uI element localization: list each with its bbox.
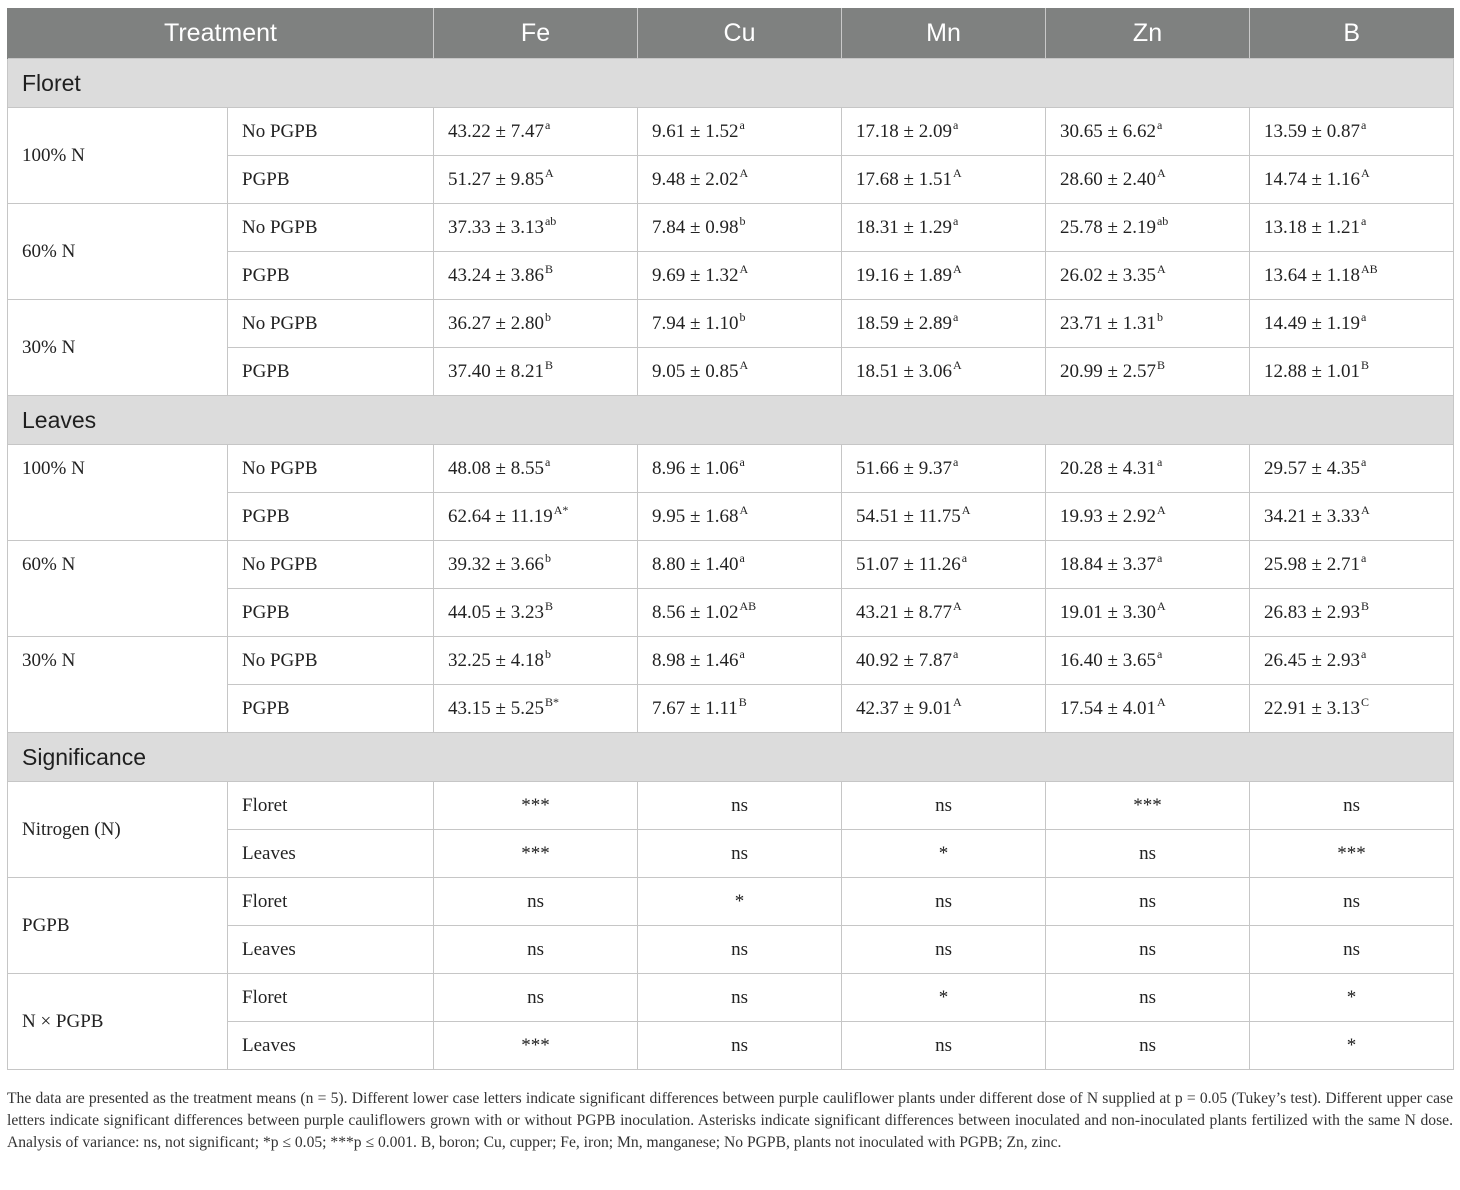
- significance-letter: A: [1156, 502, 1166, 517]
- value-cell: [434, 685, 638, 733]
- value-text: 48.08 ± 8.55: [448, 457, 544, 479]
- factor-label: N × PGPB: [8, 974, 228, 1070]
- significance-letter: a: [952, 454, 959, 469]
- sig-cell: ***: [434, 782, 638, 830]
- value-text: 7.84 ± 0.98: [652, 216, 739, 238]
- value-text: 32.25 ± 4.18: [448, 649, 544, 671]
- value-cell: [638, 348, 842, 396]
- significance-letter: AB: [1360, 261, 1378, 276]
- value-cell: [1250, 156, 1454, 204]
- value-text: 36.27 ± 2.80: [448, 312, 544, 334]
- header-zn: Zn: [1046, 8, 1250, 59]
- value-cell: [1046, 156, 1250, 204]
- value-text: 26.45 ± 2.93: [1264, 649, 1360, 671]
- value-text: 17.54 ± 4.01: [1060, 697, 1156, 719]
- table-row: [8, 204, 1454, 252]
- organ-label: Floret: [228, 974, 434, 1022]
- value-text: 19.01 ± 3.30: [1060, 601, 1156, 623]
- significance-letter: a: [739, 117, 745, 132]
- value-cell: [638, 685, 842, 733]
- value-text: 26.83 ± 2.93: [1264, 601, 1360, 623]
- value-text: 18.59 ± 2.89: [856, 312, 952, 334]
- value-text: 44.05 ± 3.23: [448, 601, 544, 623]
- value-text: 62.64 ± 11.19: [448, 505, 553, 527]
- sig-cell: ns: [638, 1022, 842, 1070]
- value-cell: [1250, 252, 1454, 300]
- sig-cell: ns: [1046, 926, 1250, 974]
- value-cell: [1046, 637, 1250, 685]
- significance-letter: a: [1360, 213, 1367, 228]
- sig-cell: ns: [638, 830, 842, 878]
- sig-cell: *: [842, 830, 1046, 878]
- table-row: [8, 878, 1454, 926]
- value-cell: [1046, 589, 1250, 637]
- value-text: 26.02 ± 3.35: [1060, 264, 1156, 286]
- value-cell: [1250, 589, 1454, 637]
- value-text: 28.60 ± 2.40: [1060, 168, 1156, 190]
- significance-letter: B: [738, 694, 747, 709]
- value-text: 16.40 ± 3.65: [1060, 649, 1156, 671]
- significance-letter: B: [1360, 357, 1369, 372]
- header-fe: Fe: [434, 8, 638, 59]
- table-row: [8, 541, 1454, 589]
- sig-cell: ns: [1046, 830, 1250, 878]
- value-cell: [1250, 300, 1454, 348]
- organ-label: Leaves: [228, 926, 434, 974]
- value-cell: [638, 300, 842, 348]
- value-cell: [842, 300, 1046, 348]
- significance-letter: a: [1360, 550, 1367, 565]
- value-text: 22.91 ± 3.13: [1264, 697, 1360, 719]
- value-text: 20.99 ± 2.57: [1060, 360, 1156, 382]
- significance-letter: b: [544, 646, 551, 661]
- treatment-group: 60% N: [8, 541, 228, 589]
- treatment-group: 100% N: [8, 108, 228, 204]
- section-floret: Floret: [8, 59, 1454, 108]
- value-cell: [434, 348, 638, 396]
- significance-letter: a: [952, 309, 959, 324]
- value-text: 25.78 ± 2.19: [1060, 216, 1156, 238]
- value-text: 14.74 ± 1.16: [1264, 168, 1360, 190]
- treatment-label: No PGPB: [228, 445, 434, 493]
- value-cell: [434, 300, 638, 348]
- section-significance: Significance: [8, 733, 1454, 782]
- significance-letter: b: [1156, 309, 1163, 324]
- value-cell: [842, 445, 1046, 493]
- sig-cell: *: [1250, 974, 1454, 1022]
- value-cell: [1046, 204, 1250, 252]
- sig-cell: ns: [1250, 782, 1454, 830]
- value-cell: [842, 204, 1046, 252]
- treatment-label: PGPB: [228, 493, 434, 541]
- treatment-label: PGPB: [228, 252, 434, 300]
- value-cell: [434, 156, 638, 204]
- value-cell: [1046, 252, 1250, 300]
- table-row: [8, 493, 1454, 541]
- significance-letter: C: [1360, 694, 1369, 709]
- value-cell: [638, 252, 842, 300]
- value-text: 40.92 ± 7.87: [856, 649, 952, 671]
- value-text: 51.27 ± 9.85: [448, 168, 544, 190]
- value-text: 43.22 ± 7.47: [448, 120, 544, 142]
- section-row: [8, 396, 1454, 445]
- significance-letter: A: [1156, 165, 1166, 180]
- significance-letter: A: [739, 357, 749, 372]
- value-cell: [434, 637, 638, 685]
- table-row: [8, 589, 1454, 637]
- value-text: 9.05 ± 0.85: [652, 360, 739, 382]
- value-cell: [1250, 685, 1454, 733]
- significance-letter: A: [1360, 165, 1370, 180]
- value-text: 51.66 ± 9.37: [856, 457, 952, 479]
- header-mn: Mn: [842, 8, 1046, 59]
- value-text: 7.67 ± 1.11: [652, 697, 738, 719]
- value-text: 8.98 ± 1.46: [652, 649, 739, 671]
- value-cell: [434, 493, 638, 541]
- value-text: 9.69 ± 1.32: [652, 264, 739, 286]
- significance-letter: a: [1360, 454, 1367, 469]
- value-text: 9.48 ± 2.02: [652, 168, 739, 190]
- sig-cell: ns: [1046, 974, 1250, 1022]
- value-cell: [842, 252, 1046, 300]
- sig-cell: ns: [1250, 878, 1454, 926]
- table-row: [8, 637, 1454, 685]
- treatment-label: No PGPB: [228, 300, 434, 348]
- header-row: [8, 8, 1454, 59]
- value-cell: [842, 348, 1046, 396]
- table-row: [8, 108, 1454, 156]
- significance-letter: a: [544, 454, 551, 469]
- significance-letter: b: [544, 309, 551, 324]
- sig-cell: ***: [1250, 830, 1454, 878]
- significance-letter: a: [739, 550, 745, 565]
- value-text: 25.98 ± 2.71: [1264, 553, 1360, 575]
- significance-letter: a: [952, 213, 959, 228]
- treatment-group-empty: [8, 493, 228, 541]
- significance-letter: b: [544, 550, 551, 565]
- sig-cell: ns: [842, 878, 1046, 926]
- significance-letter: A: [739, 165, 749, 180]
- significance-letter: a: [961, 550, 968, 565]
- value-cell: [1250, 637, 1454, 685]
- header-cu: Cu: [638, 8, 842, 59]
- section-row: [8, 733, 1454, 782]
- value-text: 18.31 ± 1.29: [856, 216, 952, 238]
- value-cell: [1250, 108, 1454, 156]
- value-cell: [842, 108, 1046, 156]
- value-text: 37.33 ± 3.13: [448, 216, 544, 238]
- value-cell: [842, 493, 1046, 541]
- significance-letter: a: [1156, 646, 1163, 661]
- organ-label: Floret: [228, 878, 434, 926]
- sig-cell: ns: [1046, 1022, 1250, 1070]
- value-cell: [1250, 445, 1454, 493]
- sig-cell: ns: [434, 878, 638, 926]
- value-cell: [1046, 300, 1250, 348]
- value-text: 8.96 ± 1.06: [652, 457, 739, 479]
- sig-cell: ns: [842, 1022, 1046, 1070]
- sig-cell: ns: [638, 782, 842, 830]
- significance-letter: B*: [544, 694, 559, 709]
- value-text: 43.24 ± 3.86: [448, 264, 544, 286]
- significance-letter: a: [1156, 117, 1163, 132]
- organ-label: Leaves: [228, 1022, 434, 1070]
- value-text: 8.56 ± 1.02: [652, 601, 739, 623]
- value-cell: [1046, 108, 1250, 156]
- table-container: [7, 8, 1453, 1070]
- table-footnote: The data are presented as the treatment means (n = 5). Different lower case letters indicate significant differences between purple cauliflower plants under different dose of N supplied at p = 0.05 (Tukey’s test). Different upper case letters indicate significant differences between purple cauliflowers grown with or without PGPB inoculation. Asterisks indicate significant differences between inoculated and non-inoculated plants fertilized with the same N dose. Analysis of variance: ns, not significant; *p ≤ 0.05; ***p ≤ 0.001. B, boron; Cu, cupper; Fe, iron; Mn, manganese; No PGPB, plants not inoculated with PGPB; Zn, zinc.: [7, 1090, 1453, 1151]
- significance-letter: A: [961, 502, 971, 517]
- value-text: 12.88 ± 1.01: [1264, 360, 1360, 382]
- significance-letter: a: [1360, 309, 1367, 324]
- section-leaves: Leaves: [8, 396, 1454, 445]
- significance-letter: a: [544, 117, 551, 132]
- organ-label: Floret: [228, 782, 434, 830]
- value-cell: [842, 685, 1046, 733]
- treatment-label: No PGPB: [228, 541, 434, 589]
- significance-letter: A: [952, 165, 962, 180]
- value-text: 19.93 ± 2.92: [1060, 505, 1156, 527]
- value-cell: [1250, 348, 1454, 396]
- value-text: 17.68 ± 1.51: [856, 168, 952, 190]
- value-text: 13.64 ± 1.18: [1264, 264, 1360, 286]
- treatment-group: 100% N: [8, 445, 228, 493]
- value-cell: [1250, 493, 1454, 541]
- value-text: 8.80 ± 1.40: [652, 553, 739, 575]
- significance-letter: AB: [739, 598, 757, 613]
- value-text: 19.16 ± 1.89: [856, 264, 952, 286]
- value-text: 51.07 ± 11.26: [856, 553, 961, 575]
- treatment-group: 60% N: [8, 204, 228, 300]
- value-cell: [434, 252, 638, 300]
- treatment-label: No PGPB: [228, 204, 434, 252]
- value-text: 23.71 ± 1.31: [1060, 312, 1156, 334]
- table-row: [8, 974, 1454, 1022]
- factor-label: PGPB: [8, 878, 228, 974]
- value-cell: [638, 541, 842, 589]
- table-row: [8, 445, 1454, 493]
- value-cell: [1046, 541, 1250, 589]
- sig-cell: ns: [638, 974, 842, 1022]
- significance-letter: b: [739, 309, 746, 324]
- significance-letter: B: [544, 261, 553, 276]
- sig-cell: ns: [842, 782, 1046, 830]
- treatment-label: PGPB: [228, 589, 434, 637]
- value-cell: [1250, 204, 1454, 252]
- value-cell: [434, 541, 638, 589]
- value-cell: [842, 637, 1046, 685]
- value-cell: [638, 204, 842, 252]
- table-row: [8, 782, 1454, 830]
- significance-letter: a: [1156, 454, 1163, 469]
- section-row: [8, 59, 1454, 108]
- sig-cell: ns: [842, 926, 1046, 974]
- significance-letter: a: [1360, 646, 1367, 661]
- significance-letter: a: [739, 454, 745, 469]
- value-cell: [1046, 493, 1250, 541]
- header-b: B: [1250, 8, 1454, 59]
- value-text: 43.15 ± 5.25: [448, 697, 544, 719]
- significance-letter: B: [1156, 357, 1165, 372]
- value-text: 37.40 ± 8.21: [448, 360, 544, 382]
- sig-cell: ns: [1250, 926, 1454, 974]
- value-text: 43.21 ± 8.77: [856, 601, 952, 623]
- significance-letter: a: [1360, 117, 1367, 132]
- sig-cell: ns: [638, 926, 842, 974]
- significance-letter: a: [739, 646, 745, 661]
- value-text: 13.59 ± 0.87: [1264, 120, 1360, 142]
- value-text: 18.51 ± 3.06: [856, 360, 952, 382]
- value-cell: [1046, 685, 1250, 733]
- treatment-label: PGPB: [228, 348, 434, 396]
- significance-letter: A: [952, 261, 962, 276]
- value-cell: [434, 108, 638, 156]
- significance-letter: ab: [544, 213, 557, 228]
- value-text: 42.37 ± 9.01: [856, 697, 952, 719]
- sig-cell: ***: [1046, 782, 1250, 830]
- value-text: 30.65 ± 6.62: [1060, 120, 1156, 142]
- treatment-label: PGPB: [228, 156, 434, 204]
- sig-cell: ns: [434, 926, 638, 974]
- treatment-group: 30% N: [8, 637, 228, 685]
- value-text: 13.18 ± 1.21: [1264, 216, 1360, 238]
- significance-letter: A: [952, 357, 962, 372]
- significance-letter: ab: [1156, 213, 1169, 228]
- significance-letter: B: [1360, 598, 1369, 613]
- value-cell: [1250, 541, 1454, 589]
- sig-cell: ns: [1046, 878, 1250, 926]
- value-cell: [842, 156, 1046, 204]
- significance-letter: A: [1156, 261, 1166, 276]
- value-text: 9.61 ± 1.52: [652, 120, 739, 142]
- value-text: 20.28 ± 4.31: [1060, 457, 1156, 479]
- significance-letter: A: [739, 261, 749, 276]
- value-cell: [842, 589, 1046, 637]
- significance-letter: a: [952, 117, 959, 132]
- value-cell: [638, 156, 842, 204]
- significance-letter: B: [544, 357, 553, 372]
- value-text: 54.51 ± 11.75: [856, 505, 961, 527]
- treatment-group-empty: [8, 589, 228, 637]
- value-cell: [434, 204, 638, 252]
- value-cell: [638, 445, 842, 493]
- significance-letter: A: [1156, 598, 1166, 613]
- significance-letter: B: [544, 598, 553, 613]
- sig-cell: *: [842, 974, 1046, 1022]
- value-text: 29.57 ± 4.35: [1264, 457, 1360, 479]
- significance-letter: A: [739, 502, 749, 517]
- header-treatment: Treatment: [8, 8, 434, 59]
- sig-cell: *: [638, 878, 842, 926]
- value-cell: [434, 445, 638, 493]
- value-cell: [1046, 445, 1250, 493]
- sig-cell: ***: [434, 830, 638, 878]
- value-cell: [434, 589, 638, 637]
- organ-label: Leaves: [228, 830, 434, 878]
- significance-letter: A*: [553, 502, 569, 517]
- micronutrient-table: [7, 8, 1454, 1070]
- value-text: 17.18 ± 2.09: [856, 120, 952, 142]
- value-cell: [638, 493, 842, 541]
- sig-cell: ns: [434, 974, 638, 1022]
- value-text: 18.84 ± 3.37: [1060, 553, 1156, 575]
- value-text: 14.49 ± 1.19: [1264, 312, 1360, 334]
- value-text: 7.94 ± 1.10: [652, 312, 739, 334]
- value-cell: [638, 637, 842, 685]
- significance-letter: a: [952, 646, 959, 661]
- value-cell: [1046, 348, 1250, 396]
- treatment-label: No PGPB: [228, 108, 434, 156]
- value-cell: [638, 108, 842, 156]
- value-text: 39.32 ± 3.66: [448, 553, 544, 575]
- significance-letter: A: [544, 165, 554, 180]
- sig-cell: ***: [434, 1022, 638, 1070]
- table-row: [8, 300, 1454, 348]
- value-cell: [842, 541, 1046, 589]
- treatment-group: 30% N: [8, 300, 228, 396]
- treatment-label: No PGPB: [228, 637, 434, 685]
- value-cell: [638, 589, 842, 637]
- value-text: 34.21 ± 3.33: [1264, 505, 1360, 527]
- value-text: 9.95 ± 1.68: [652, 505, 739, 527]
- significance-letter: A: [952, 694, 962, 709]
- significance-letter: A: [952, 598, 962, 613]
- significance-letter: A: [1156, 694, 1166, 709]
- table-row: [8, 685, 1454, 733]
- significance-letter: a: [1156, 550, 1163, 565]
- sig-cell: *: [1250, 1022, 1454, 1070]
- significance-letter: b: [739, 213, 746, 228]
- factor-label: Nitrogen (N): [8, 782, 228, 878]
- significance-letter: A: [1360, 502, 1370, 517]
- treatment-label: PGPB: [228, 685, 434, 733]
- treatment-group-empty: [8, 685, 228, 733]
